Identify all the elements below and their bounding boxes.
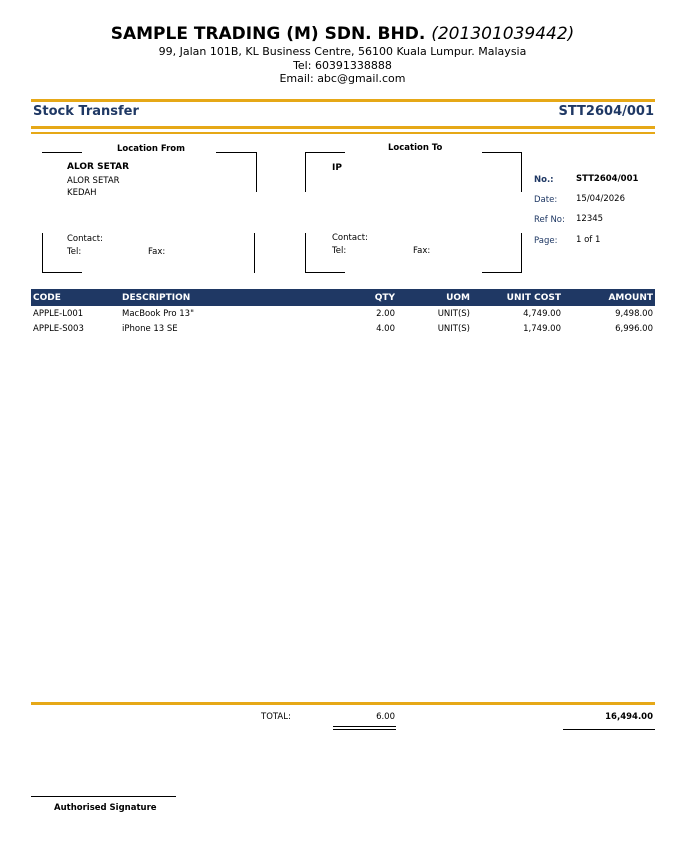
meta-date-label: Date: — [534, 195, 558, 205]
signature-label: Authorised Signature — [54, 803, 157, 813]
location-to-contact-label: Contact: — [332, 233, 368, 243]
location-from-name: ALOR SETAR — [67, 162, 130, 172]
box-line — [254, 233, 255, 273]
meta-date-value: 15/04/2026 — [576, 194, 625, 204]
location-from-heading: Location From — [117, 144, 186, 154]
document-title: Stock Transfer — [33, 104, 139, 119]
title-rule-top — [31, 99, 655, 102]
total-qty: 6.00 — [376, 712, 395, 722]
box-line — [521, 152, 522, 192]
col-header-uom: UOM — [446, 293, 470, 303]
box-line — [305, 152, 306, 192]
row-code: APPLE-S003 — [33, 324, 84, 334]
location-from-fax-label: Fax: — [148, 247, 166, 257]
title-rule-thin — [31, 132, 655, 134]
total-amount: 16,494.00 — [605, 712, 653, 722]
col-header-amount: AMOUNT — [608, 293, 653, 303]
title-rule-bottom — [31, 126, 655, 129]
row-unit-cost: 1,749.00 — [523, 324, 561, 334]
box-line — [305, 152, 345, 153]
row-unit-cost: 4,749.00 — [523, 309, 561, 319]
row-description: MacBook Pro 13" — [122, 309, 194, 319]
meta-no-label: No.: — [534, 175, 554, 185]
company-name: SAMPLE TRADING (M) SDN. BHD. — [110, 24, 426, 44]
signature-line — [31, 796, 176, 797]
location-from-address-2: KEDAH — [67, 188, 97, 198]
company-tel: Tel: 60391338888 — [293, 59, 392, 72]
totals-rule — [31, 702, 655, 705]
row-qty: 2.00 — [376, 309, 395, 319]
col-header-qty: QTY — [374, 293, 395, 303]
row-uom: UNIT(S) — [437, 309, 470, 319]
location-from-tel-label: Tel: — [67, 247, 82, 257]
location-to-fax-label: Fax: — [413, 246, 431, 256]
box-line — [216, 152, 257, 153]
total-qty-underline — [333, 726, 396, 727]
col-header-unit-cost: UNIT COST — [506, 293, 561, 303]
box-line — [482, 152, 522, 153]
meta-no-value: STT2604/001 — [576, 174, 639, 184]
total-qty-underline — [333, 729, 396, 730]
row-description: iPhone 13 SE — [122, 324, 178, 334]
meta-page-label: Page: — [534, 236, 558, 246]
company-reg-no: (201301039442) — [431, 24, 575, 44]
row-code: APPLE-L001 — [33, 309, 84, 319]
box-line — [305, 272, 345, 273]
total-amount-underline — [563, 729, 655, 730]
document-number: STT2604/001 — [558, 104, 654, 119]
location-to-name: IP — [332, 163, 342, 173]
box-line — [521, 233, 522, 273]
location-to-heading: Location To — [388, 143, 443, 153]
box-line — [42, 272, 82, 273]
location-from-address-1: ALOR SETAR — [67, 176, 120, 186]
location-to-tel-label: Tel: — [332, 246, 347, 256]
box-line — [256, 152, 257, 192]
meta-ref-label: Ref No: — [534, 215, 565, 225]
meta-page-value: 1 of 1 — [576, 235, 601, 245]
row-amount: 6,996.00 — [615, 324, 653, 334]
row-amount: 9,498.00 — [615, 309, 653, 319]
box-line — [42, 233, 43, 273]
company-email: Email: abc@gmail.com — [279, 72, 406, 85]
row-qty: 4.00 — [376, 324, 395, 334]
total-label: TOTAL: — [261, 712, 291, 722]
col-header-description: DESCRIPTION — [122, 293, 191, 303]
box-line — [305, 233, 306, 273]
col-header-code: CODE — [33, 293, 61, 303]
box-line — [42, 152, 82, 153]
meta-ref-value: 12345 — [576, 214, 604, 224]
row-uom: UNIT(S) — [437, 324, 470, 334]
company-address: 99, Jalan 101B, KL Business Centre, 56100 Kuala Lumpur. Malaysia — [158, 45, 527, 58]
location-from-contact-label: Contact: — [67, 234, 103, 244]
box-line — [482, 272, 522, 273]
company-header — [0, 24, 685, 44]
